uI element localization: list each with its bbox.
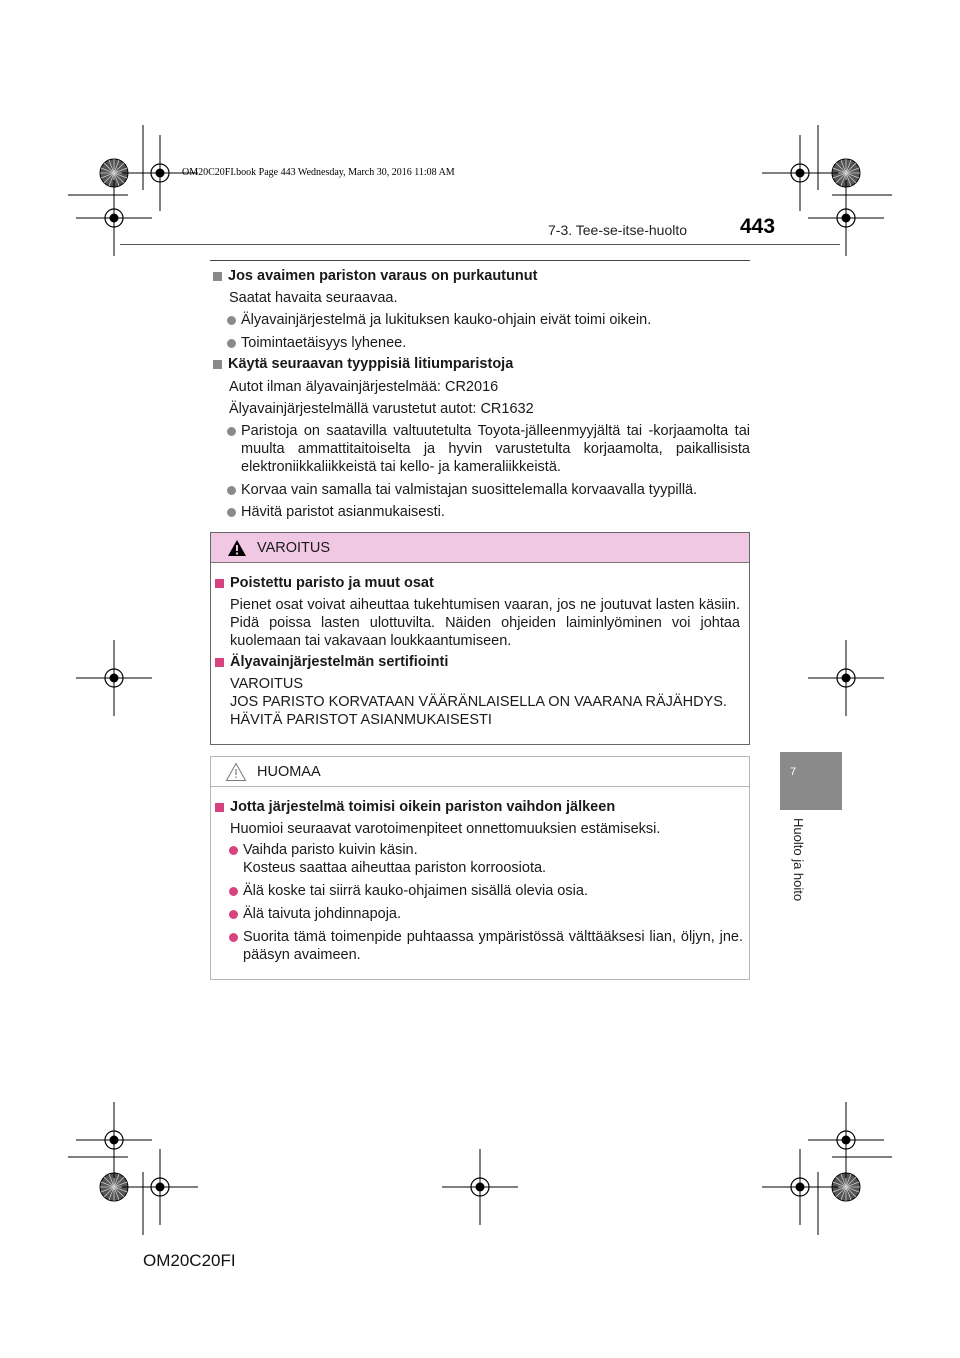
bullet-dot-icon [227,508,236,517]
notice-triangle-icon [225,762,247,782]
square-bullet-icon [215,579,224,588]
section2-line-2: Älyavainjärjestelmällä varustetut autot: CR1632 [229,401,534,417]
section2-title: Käytä seuraavan tyyppisiä litiumparistoja [213,356,513,372]
section2-bullet-3: Hävitä paristot asianmukaisesti. [241,504,445,520]
bullet-dot-icon [227,427,236,436]
notice-box [210,756,750,980]
bullet-dot-icon [229,910,238,919]
bullet-dot-icon [227,316,236,325]
chapter-number: 7 [790,766,797,778]
bullet-dot-icon [227,339,236,348]
warning-sub2-line-3: HÄVITÄ PARISTOT ASIANMUKAISESTI [230,712,492,728]
print-info: OM20C20FI.book Page 443 Wednesday, March 30, 2016 11:08 AM [182,167,455,178]
notice-bullet-4: Suorita tämä toimenpide puhtaassa ympäristössä välttääksesi lian, öljyn, jne. pääsyn avaimeen. [243,929,743,963]
warning-box-label: VAROITUS [257,539,331,556]
warning-sub2-line-1: VAROITUS [230,676,304,692]
section2-line-1: Autot ilman älyavainjärjestelmää: CR2016 [229,379,499,395]
notice-sub1-intro: Huomioi seuraavat varotoimenpiteet onnettomuuksien estämiseksi. [230,821,661,837]
warning-triangle-icon [227,539,247,557]
chapter-title: Huolto ja hoito [791,818,806,902]
section1-intro: Saatat havaita seuraavaa. [229,290,398,306]
warning-box [210,532,750,745]
section1-bullet-2: Toimintaetäisyys lyhenee. [241,335,407,351]
bullet-dot-icon [229,933,238,942]
section2-bullet-1: Paristoja on saatavilla valtuutetulta Toyota-jälleenmyyjältä tai -korjaamolta tai muulta ammattitaitoiselta ja hyvin varustetulta korjaamolta, paikallisista elektroniikkaliikkeistä tai kello- ja kameraliikkeistä. [241,423,750,475]
warning-sub1-text: Pienet osat voivat aiheuttaa tukehtumisen vaaran, jos ne joutuvat lasten käsiin. Pidä poissa lasten ulottuvilta. Näiden ohjeiden laiminlyöminen voi johtaa kuolemaan tai vakavaan loukkaantumiseen. [230,597,740,649]
notice-bullet-1-extra: Kosteus saattaa aiheuttaa pariston korroosiota. [243,860,547,876]
warning-sub1-title: Poistettu paristo ja muut osat [215,575,434,591]
square-bullet-icon [215,803,224,812]
warning-sub2-line-2: JOS PARISTO KORVATAAN VÄÄRÄNLAISELLA ON VAARANA RÄJÄHDYS. [230,694,727,710]
section1-title: Jos avaimen pariston varaus on purkautunut [213,268,537,284]
notice-bullet-1: Vaihda paristo kuivin käsin. [243,842,418,858]
bullet-dot-icon [227,486,236,495]
bullet-dot-icon [229,887,238,896]
header-rule [120,244,840,245]
notice-sub1-title: Jotta järjestelmä toimisi oikein pariston vaihdon jälkeen [215,799,615,815]
notice-bullet-2: Älä koske tai siirrä kauko-ohjaimen sisällä olevia osia. [243,883,588,899]
content-top-rule [210,260,750,261]
footer-code: OM20C20FI [143,1251,236,1270]
notice-box-label: HUOMAA [257,763,321,780]
square-bullet-icon [213,360,222,369]
notice-bullet-3: Älä taivuta johdinnapoja. [243,906,402,922]
square-bullet-icon [213,272,222,281]
page-number: 443 [740,215,776,238]
warning-sub2-title: Älyavainjärjestelmän sertifiointi [215,654,448,670]
chapter-tab [780,752,842,810]
section1-bullet-1: Älyavainjärjestelmä ja lukituksen kauko-ohjain eivät toimi oikein. [241,312,652,328]
square-bullet-icon [215,658,224,667]
running-header-section: 7-3. Tee-se-itse-huolto [548,222,688,238]
section2-bullet-2: Korvaa vain samalla tai valmistajan suosittelemalla korvaavalla tyypillä. [241,482,698,498]
bullet-dot-icon [229,846,238,855]
notice-box-header [211,757,749,787]
warning-box-header [211,533,749,563]
